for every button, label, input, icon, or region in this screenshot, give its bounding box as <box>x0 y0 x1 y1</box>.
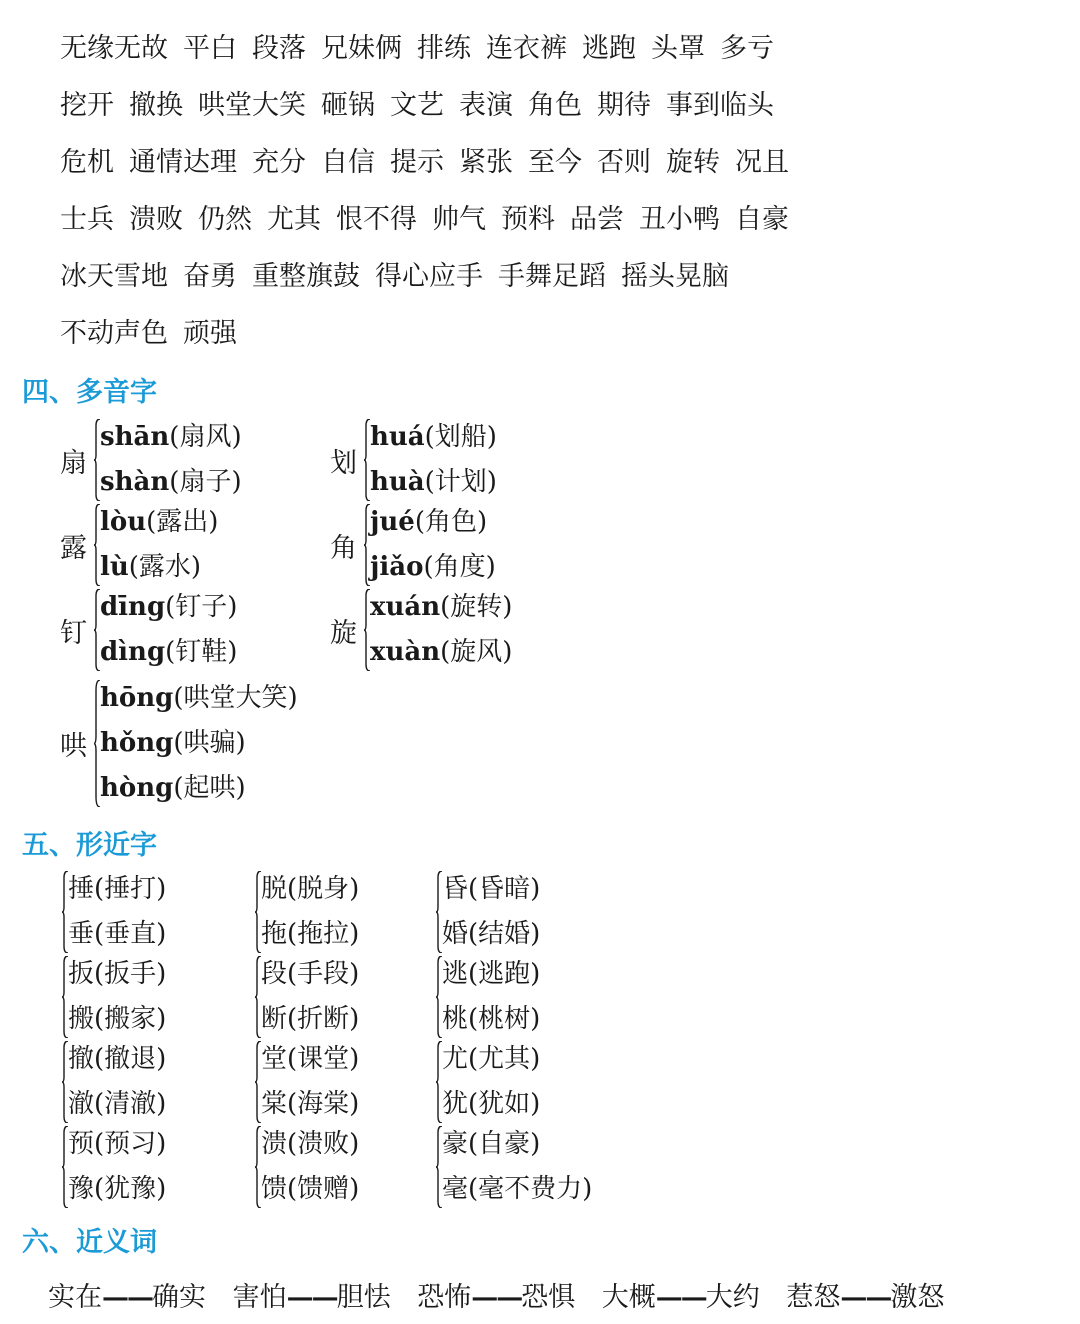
pinyin: jiǎo <box>370 552 424 582</box>
brace-icon <box>364 419 370 501</box>
vocab-line <box>60 28 804 85</box>
polyphonic-char: 旋 <box>330 617 357 649</box>
example-word: (起哄) <box>173 773 246 803</box>
vocab-word: 帅气 <box>432 204 486 235</box>
similar-char-line: 搬(搬家) <box>68 1004 167 1034</box>
brace-icon <box>436 956 442 1038</box>
similar-char-line: 扳(扳手) <box>68 959 167 989</box>
example-word: (扇子) <box>169 467 242 497</box>
brace <box>62 867 166 957</box>
brace <box>94 500 218 590</box>
reading-line <box>370 545 496 590</box>
pinyin: xuàn <box>370 637 441 667</box>
synonym-dash: —— <box>471 1282 522 1313</box>
similar-char-line: 馈(馈赠) <box>261 1174 360 1204</box>
vocab-word: 角色 <box>528 90 582 121</box>
vocab-word: 摇头晃脑 <box>621 261 729 292</box>
vocab-word: 危机 <box>60 147 114 178</box>
vocab-word: 撤换 <box>129 90 183 121</box>
polyphonic-char: 划 <box>330 447 357 479</box>
similar-pair <box>255 952 359 1042</box>
similar-pair <box>62 1122 166 1212</box>
example-word: (哄骗) <box>173 728 246 758</box>
brace-icon <box>364 589 370 671</box>
polyphonic-group <box>330 415 497 505</box>
vocab-word: 无缘无故 <box>60 33 168 64</box>
vocab-word: 哄堂大笑 <box>198 90 306 121</box>
similar-char-line: 棠(海棠) <box>261 1089 360 1119</box>
vocab-word: 文艺 <box>390 90 444 121</box>
vocab-word: 表演 <box>459 90 513 121</box>
similar-char-line: 毫(毫不费力) <box>442 1174 593 1204</box>
similar-char-line: 堂(课堂) <box>261 1044 360 1074</box>
brace <box>94 585 237 675</box>
synonym-pair <box>786 1282 944 1313</box>
similar-pair <box>255 867 359 957</box>
pinyin: xuán <box>370 592 441 622</box>
section-heading-similar: 五、形近字 <box>22 830 157 861</box>
brace-icon <box>62 1126 68 1208</box>
pinyin: dīng <box>100 592 166 622</box>
vocab-word: 期待 <box>597 90 651 121</box>
synonym-word: 胆怯 <box>336 1282 391 1313</box>
brace-icon <box>436 1041 442 1123</box>
brace <box>364 585 512 675</box>
vocab-word: 平白 <box>183 33 237 64</box>
reading-line <box>100 766 298 811</box>
synonym-dash: —— <box>840 1282 891 1313</box>
similar-char-line: 婚(结婚) <box>442 919 541 949</box>
example-word: (钉子) <box>165 592 238 622</box>
brace-icon <box>94 589 100 671</box>
brace <box>255 1122 359 1212</box>
pinyin: lòu <box>100 507 147 537</box>
vocab-word: 提示 <box>390 147 444 178</box>
vocab-word: 多亏 <box>720 33 774 64</box>
similar-pair <box>436 1122 592 1212</box>
vocab-word: 通情达理 <box>129 147 237 178</box>
brace-icon <box>255 871 261 953</box>
brace <box>364 415 497 505</box>
brace-icon <box>255 1126 261 1208</box>
synonym-word: 恐怖 <box>417 1282 472 1313</box>
reading-line <box>100 585 237 630</box>
similar-char-line: 豫(犹豫) <box>68 1174 167 1204</box>
reading-line <box>100 676 298 721</box>
synonym-word: 确实 <box>152 1282 206 1313</box>
brace <box>255 1037 359 1127</box>
example-word: (露水) <box>128 552 202 582</box>
vocab-word: 恨不得 <box>336 204 417 235</box>
brace-icon <box>364 504 370 586</box>
similar-char-line: 桃(桃树) <box>442 1004 541 1034</box>
similar-char-line: 犹(犹如) <box>442 1089 541 1119</box>
reading-line <box>370 460 497 505</box>
brace <box>62 1037 166 1127</box>
example-word: (角度) <box>423 552 496 582</box>
similar-char-line: 拖(拖拉) <box>261 919 360 949</box>
polyphonic-group <box>60 676 298 811</box>
vocab-word: 品尝 <box>570 204 624 235</box>
similar-char-line: 段(手段) <box>261 959 360 989</box>
vocabulary-list <box>60 28 804 370</box>
vocab-word: 挖开 <box>60 90 114 121</box>
reading-line <box>100 500 218 545</box>
pinyin: lù <box>100 552 129 582</box>
brace <box>62 1122 166 1212</box>
similar-char-line: 溃(溃败) <box>261 1129 360 1159</box>
vocab-word: 仍然 <box>198 204 252 235</box>
vocab-word: 连衣裤 <box>486 33 567 64</box>
vocab-word: 冰天雪地 <box>60 261 168 292</box>
example-word: (哄堂大笑) <box>173 683 298 713</box>
vocab-word: 砸锅 <box>321 90 375 121</box>
vocab-word: 充分 <box>252 147 306 178</box>
vocab-word: 旋转 <box>666 147 720 178</box>
example-word: (旋风) <box>440 637 513 667</box>
polyphonic-group <box>60 585 237 675</box>
similar-pair <box>436 867 540 957</box>
vocab-word: 丑小鸭 <box>639 204 720 235</box>
brace-icon <box>436 871 442 953</box>
vocab-word: 顽强 <box>183 318 237 349</box>
pinyin: dìng <box>100 637 166 667</box>
similar-pair <box>62 1037 166 1127</box>
brace <box>364 500 496 590</box>
brace <box>436 867 540 957</box>
reading-line <box>100 630 237 675</box>
vocab-line <box>60 199 804 256</box>
synonym-dash: —— <box>286 1282 337 1313</box>
pinyin: huá <box>370 422 425 452</box>
polyphonic-char: 角 <box>330 532 357 564</box>
brace <box>436 1122 592 1212</box>
similar-char-line: 预(预习) <box>68 1129 167 1159</box>
reading-line <box>370 630 512 675</box>
pinyin: hōng <box>100 683 174 713</box>
similar-pair <box>255 1037 359 1127</box>
vocab-word: 不动声色 <box>60 318 168 349</box>
pinyin: huà <box>370 467 425 497</box>
vocab-word: 段落 <box>252 33 306 64</box>
vocab-word: 预料 <box>501 204 555 235</box>
synonym-dash: —— <box>102 1282 152 1313</box>
vocab-word: 士兵 <box>60 204 114 235</box>
section-heading-polyphonic: 四、多音字 <box>22 377 157 408</box>
similar-char-line: 脱(脱身) <box>261 874 360 904</box>
vocab-line <box>60 142 804 199</box>
vocab-word: 事到临头 <box>666 90 774 121</box>
vocab-word: 逃跑 <box>582 33 636 64</box>
brace-icon <box>94 419 100 501</box>
polyphonic-group <box>60 415 242 505</box>
polyphonic-group <box>330 500 496 590</box>
similar-pair <box>436 1037 540 1127</box>
brace <box>94 676 298 811</box>
similar-char-line: 尤(尤其) <box>442 1044 541 1074</box>
brace <box>62 952 166 1042</box>
reading-line <box>100 545 218 590</box>
similar-char-line: 豪(自豪) <box>442 1129 541 1159</box>
example-word: (角色) <box>414 507 488 537</box>
vocab-word: 排练 <box>417 33 471 64</box>
vocab-word: 否则 <box>597 147 651 178</box>
polyphonic-char: 扇 <box>60 447 87 479</box>
reading-line <box>100 415 242 460</box>
similar-char-line: 澈(清澈) <box>68 1089 167 1119</box>
vocab-word: 重整旗鼓 <box>252 261 360 292</box>
vocab-word: 紧张 <box>459 147 513 178</box>
polyphonic-char: 钉 <box>60 617 87 649</box>
similar-char-line: 撤(撤退) <box>68 1044 167 1074</box>
similar-char-line: 逃(逃跑) <box>442 959 541 989</box>
synonym-word: 实在 <box>48 1282 102 1313</box>
brace-icon <box>62 956 68 1038</box>
brace-icon <box>255 956 261 1038</box>
vocab-line <box>60 256 804 313</box>
pinyin: shàn <box>100 467 170 497</box>
example-word: (露出) <box>146 507 219 537</box>
example-word: (扇风) <box>169 422 242 452</box>
vocab-word: 头罩 <box>651 33 705 64</box>
example-word: (旋转) <box>440 592 513 622</box>
vocab-word: 自信 <box>321 147 375 178</box>
similar-pair <box>255 1122 359 1212</box>
example-word: (计划) <box>424 467 497 497</box>
vocab-word: 况且 <box>735 147 789 178</box>
similar-char-line: 断(折断) <box>261 1004 360 1034</box>
similar-char-line: 垂(垂直) <box>68 919 167 949</box>
synonym-list <box>48 1275 962 1314</box>
vocab-word: 得心应手 <box>375 261 483 292</box>
synonym-pair <box>417 1282 575 1313</box>
vocab-word: 手舞足蹈 <box>498 261 606 292</box>
example-word: (钉鞋) <box>165 637 238 667</box>
vocab-line <box>60 85 804 142</box>
synonym-pair <box>233 1282 391 1313</box>
similar-char-line: 捶(捶打) <box>68 874 167 904</box>
vocab-word: 尤其 <box>267 204 321 235</box>
brace-icon <box>62 871 68 953</box>
pinyin: jué <box>370 507 415 537</box>
vocab-word: 兄妹俩 <box>321 33 402 64</box>
brace-icon <box>436 1126 442 1208</box>
brace <box>255 867 359 957</box>
similar-pair <box>436 952 540 1042</box>
brace-icon <box>94 680 100 807</box>
reading-line <box>370 415 497 460</box>
polyphonic-group <box>60 500 218 590</box>
pinyin: hòng <box>100 773 174 803</box>
brace-icon <box>255 1041 261 1123</box>
reading-line <box>100 460 242 505</box>
vocab-word: 奋勇 <box>183 261 237 292</box>
synonym-pair <box>602 1282 760 1313</box>
synonym-pair <box>48 1282 206 1313</box>
brace-icon <box>62 1041 68 1123</box>
polyphonic-char: 哄 <box>60 731 87 762</box>
synonym-word: 大约 <box>705 1282 760 1313</box>
pinyin: shān <box>100 422 170 452</box>
synonym-word: 惹怒 <box>786 1282 841 1313</box>
pinyin: hǒng <box>100 728 174 758</box>
similar-pair <box>62 952 166 1042</box>
brace <box>436 952 540 1042</box>
polyphonic-group <box>330 585 512 675</box>
synonym-word: 害怕 <box>232 1282 287 1313</box>
section-heading-synonyms: 六、近义词 <box>22 1227 157 1258</box>
brace <box>255 952 359 1042</box>
vocab-word: 自豪 <box>735 204 789 235</box>
brace <box>436 1037 540 1127</box>
similar-pair <box>62 867 166 957</box>
vocab-line <box>60 313 804 370</box>
example-word: (划船) <box>424 422 497 452</box>
brace <box>94 415 242 505</box>
synonym-dash: —— <box>655 1282 706 1313</box>
synonym-word: 激怒 <box>890 1282 945 1313</box>
reading-line <box>370 500 496 545</box>
synonym-word: 大概 <box>601 1282 656 1313</box>
vocab-word: 至今 <box>528 147 582 178</box>
polyphonic-char: 露 <box>60 532 87 564</box>
synonym-word: 恐惧 <box>521 1282 576 1313</box>
reading-line <box>370 585 512 630</box>
brace-icon <box>94 504 100 586</box>
similar-char-line: 昏(昏暗) <box>442 874 541 904</box>
vocab-word: 溃败 <box>129 204 183 235</box>
reading-line <box>100 721 298 766</box>
